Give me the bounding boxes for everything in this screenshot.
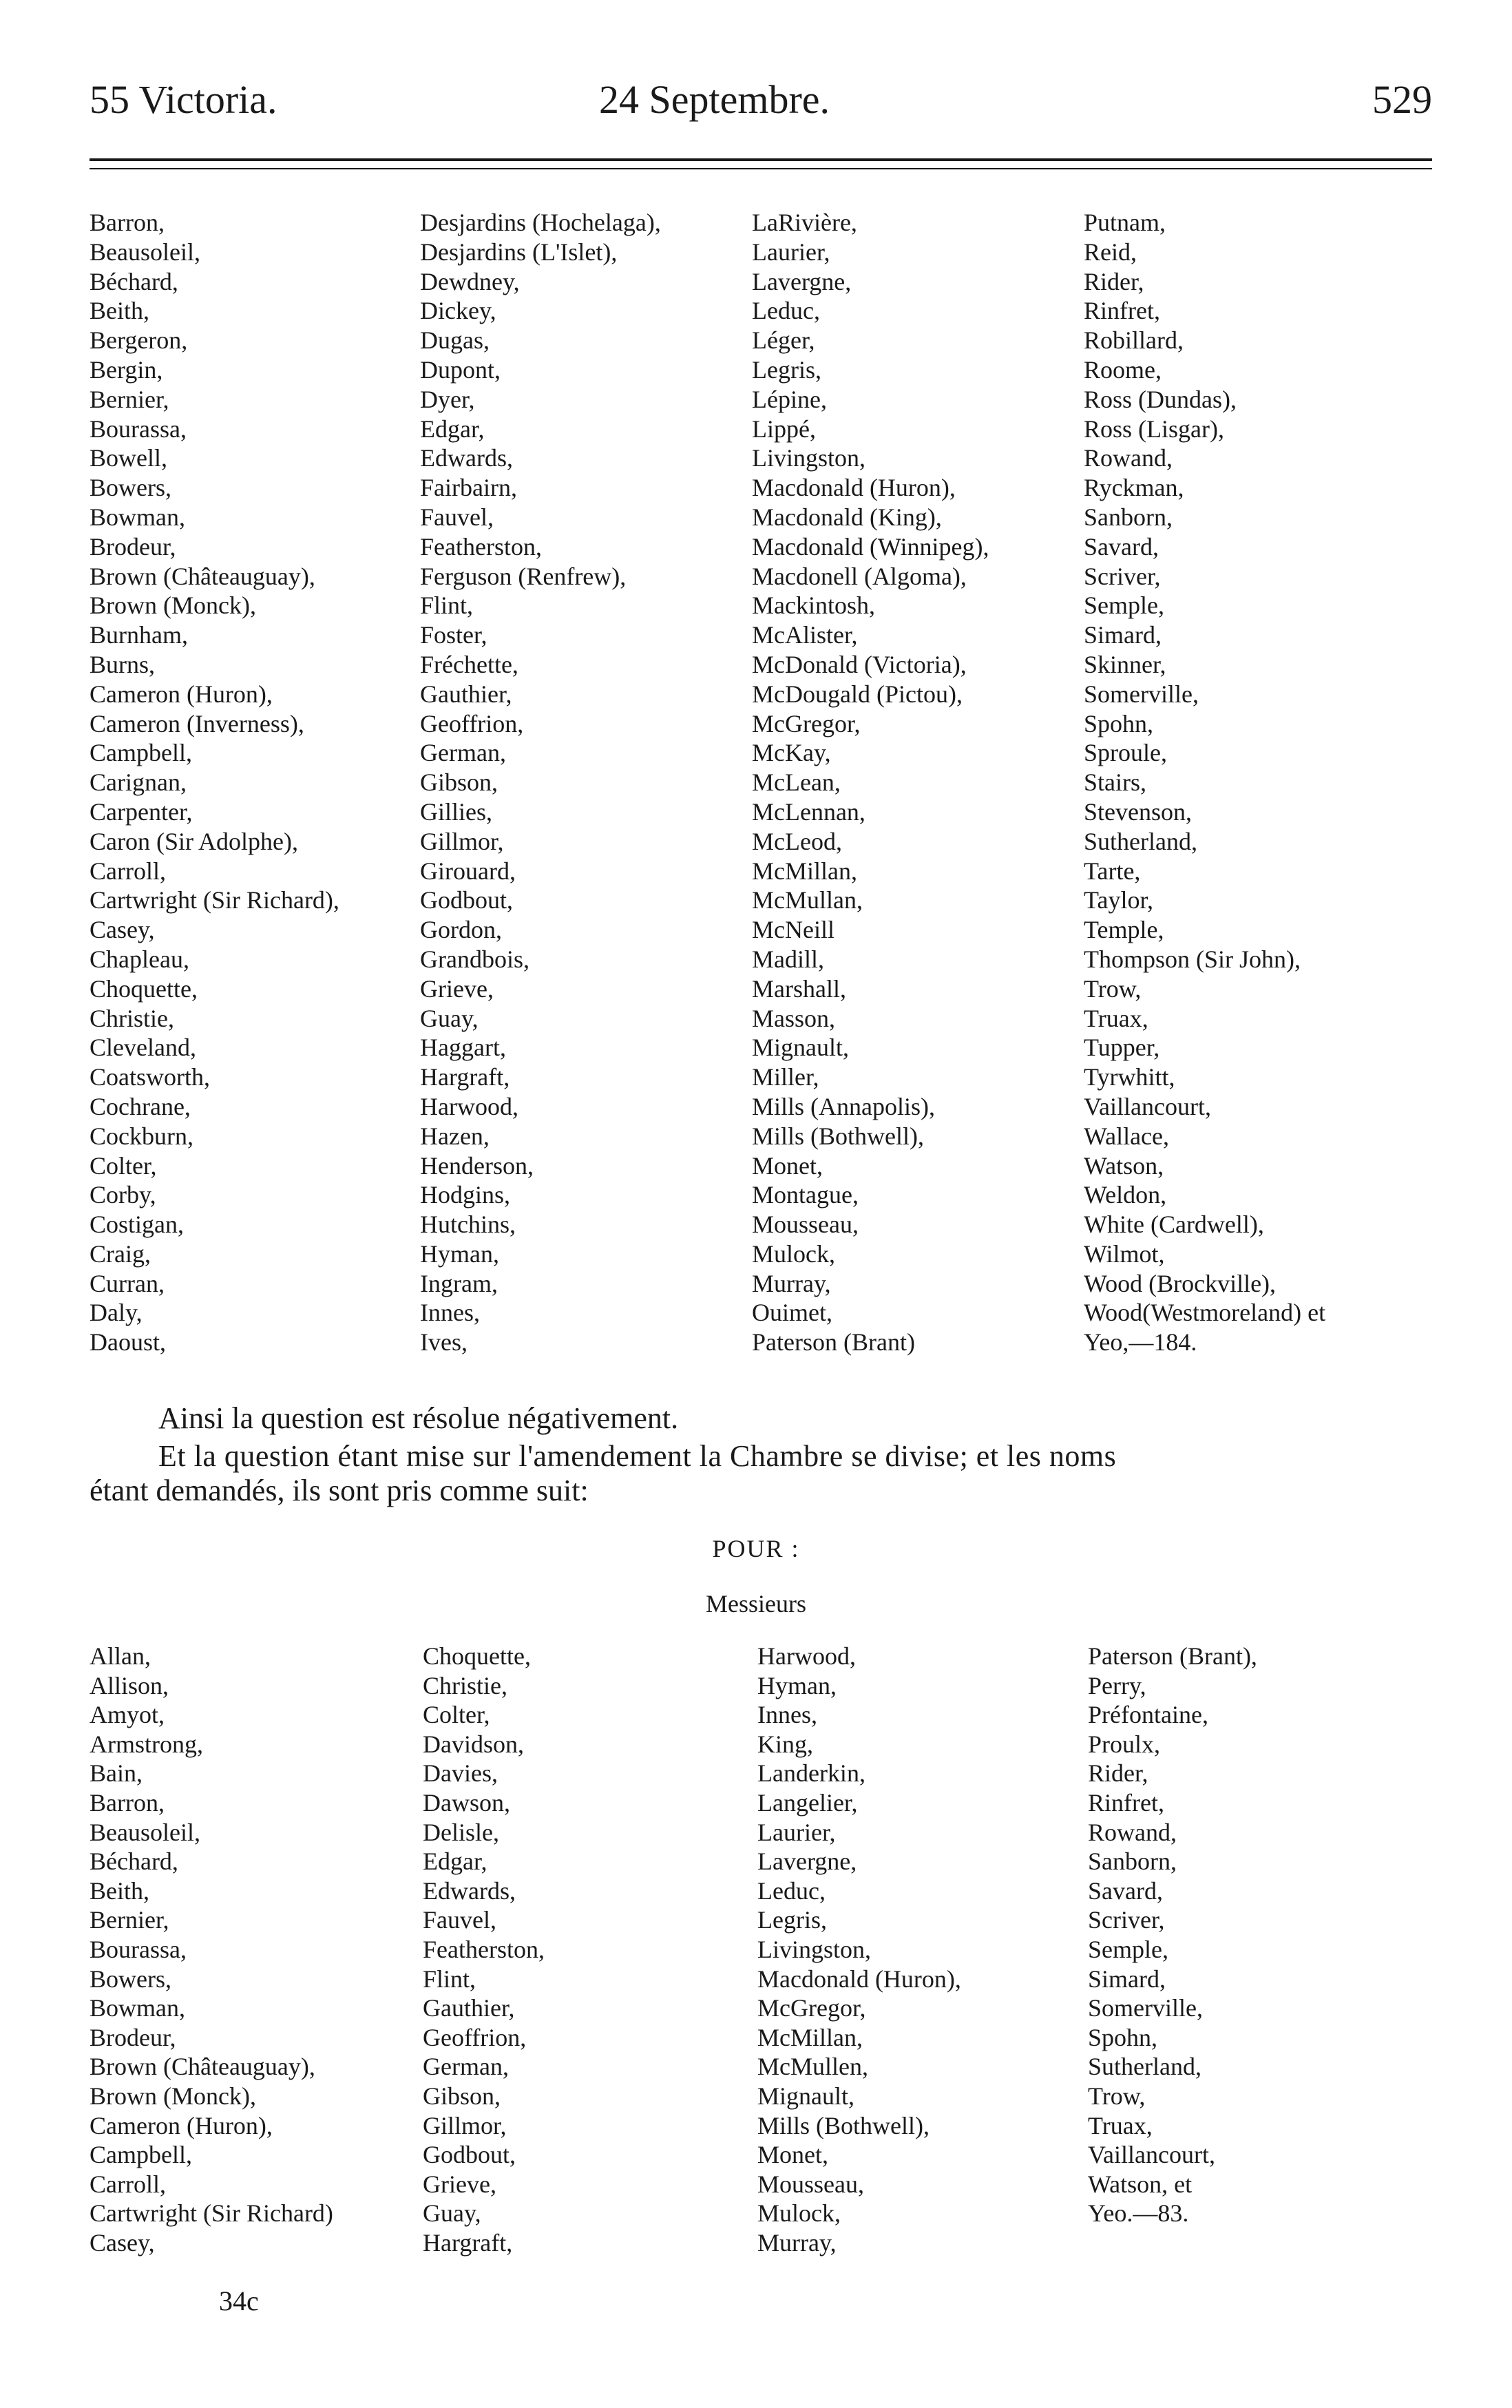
- name-entry: Grieve,: [420, 974, 494, 1003]
- name-entry: Mills (Bothwell),: [752, 1122, 924, 1150]
- name-entry: Godbout,: [423, 2141, 516, 2169]
- name-entry: Davies,: [423, 1759, 498, 1788]
- header-date: 24 Septembre.: [599, 77, 830, 122]
- messieurs-heading: Messieurs: [706, 1590, 806, 1617]
- name-entry: Dewdney,: [420, 267, 520, 295]
- name-entry: Craig,: [90, 1239, 151, 1268]
- name-column-2: [420, 208, 661, 1357]
- name-entry: Edwards,: [423, 1876, 516, 1905]
- name-column-1: [90, 208, 339, 1357]
- name-entry: Lippé,: [752, 415, 816, 443]
- name-entry: Laurier,: [752, 238, 830, 266]
- name-entry: Brown (Châteauguay),: [90, 2053, 315, 2081]
- name-entry: Rider,: [1084, 267, 1144, 295]
- name-entry: Gillmor,: [420, 827, 504, 855]
- name-entry: Brodeur,: [90, 532, 176, 561]
- name-entry: Watson, et: [1088, 2170, 1193, 2198]
- name-entry: Hyman,: [757, 1671, 837, 1699]
- name-entry: Beausoleil,: [90, 1818, 200, 1846]
- name-entry: Carignan,: [90, 768, 187, 797]
- name-entry: Mills (Annapolis),: [752, 1092, 935, 1120]
- name-column-2: [423, 1642, 545, 2257]
- name-entry: German,: [423, 2053, 509, 2081]
- name-entry: Sproule,: [1084, 739, 1167, 767]
- name-entry: Hargraft,: [423, 2228, 513, 2257]
- name-entry: Landerkin,: [757, 1759, 865, 1788]
- name-entry: Coatsworth,: [90, 1063, 210, 1091]
- name-entry: Bowman,: [90, 503, 185, 531]
- name-entry: Semple,: [1084, 591, 1164, 620]
- name-entry: Fairbairn,: [420, 474, 517, 502]
- name-entry: Christie,: [90, 1004, 174, 1032]
- name-entry: Dyer,: [420, 385, 475, 413]
- name-entry: Geoffrion,: [423, 2023, 527, 2051]
- name-entry: Bowman,: [90, 1994, 185, 2022]
- name-entry: Delisle,: [423, 1818, 499, 1846]
- name-column-4: [1088, 1642, 1257, 2228]
- name-entry: Armstrong,: [90, 1730, 203, 1758]
- name-entry: Edwards,: [420, 444, 513, 472]
- name-entry: Skinner,: [1084, 650, 1166, 678]
- name-entry: McLeod,: [752, 827, 842, 855]
- name-entry: Innes,: [420, 1299, 480, 1327]
- name-entry: Langelier,: [757, 1788, 858, 1817]
- name-entry: Macdonell (Algoma),: [752, 562, 967, 590]
- name-entry: Bowers,: [90, 1965, 171, 1993]
- name-entry: Bergin,: [90, 355, 163, 384]
- name-entry: McNeill: [752, 916, 834, 944]
- name-entry: Bernier,: [90, 385, 169, 413]
- name-entry: Leduc,: [752, 297, 820, 325]
- name-entry: Livingston,: [757, 1935, 872, 1963]
- name-entry: Bernier,: [90, 1906, 169, 1934]
- name-entry: Brodeur,: [90, 2023, 176, 2051]
- name-entry: Colter,: [423, 1701, 490, 1729]
- name-column-3: [757, 1642, 961, 2257]
- name-entry: LaRivière,: [752, 209, 857, 236]
- name-entry: Montague,: [752, 1181, 859, 1209]
- name-entry: Innes,: [757, 1701, 817, 1729]
- name-entry: Flint,: [423, 1965, 476, 1993]
- name-entry: Desjardins (Hochelaga),: [420, 209, 661, 236]
- name-entry: Stairs,: [1084, 768, 1147, 797]
- name-entry: Guay,: [420, 1004, 479, 1032]
- name-entry: Simard,: [1088, 1965, 1166, 1993]
- name-entry: Roome,: [1084, 355, 1162, 384]
- name-entry: Corby,: [90, 1181, 156, 1209]
- name-entry: Grieve,: [423, 2170, 496, 2198]
- name-entry: Hazen,: [420, 1122, 490, 1150]
- name-entry: Ouimet,: [752, 1299, 832, 1327]
- name-entry: Sutherland,: [1084, 827, 1197, 855]
- name-entry: Gauthier,: [420, 680, 512, 708]
- name-entry: Cartwright (Sir Richard): [90, 2199, 333, 2228]
- name-entry: Beausoleil,: [90, 238, 200, 266]
- name-entry: Hargraft,: [420, 1063, 510, 1091]
- name-entry: Lavergne,: [757, 1847, 857, 1876]
- name-entry: Gillies,: [420, 797, 492, 826]
- name-entry: Ives,: [420, 1328, 468, 1357]
- name-entry: McMullan,: [752, 886, 863, 914]
- name-entry: Fauvel,: [420, 503, 494, 531]
- name-entry: Ross (Lisgar),: [1084, 415, 1224, 443]
- name-entry: Amyot,: [90, 1701, 165, 1729]
- name-entry: Bowers,: [90, 474, 171, 502]
- name-entry: Henderson,: [420, 1151, 534, 1180]
- name-entry: Burnham,: [90, 621, 188, 649]
- name-entry: Tupper,: [1084, 1034, 1160, 1062]
- name-entry: Monet,: [752, 1151, 823, 1180]
- name-entry: German,: [420, 739, 506, 767]
- name-entry: Macdonald (Huron),: [752, 474, 956, 502]
- name-entry: Cleveland,: [90, 1034, 196, 1062]
- division-paragraph-line2: étant demandés, ils sont pris comme suit:: [90, 1474, 589, 1507]
- name-entry: Daly,: [90, 1299, 143, 1327]
- name-entry: McDougald (Pictou),: [752, 680, 963, 708]
- name-entry: McGregor,: [757, 1994, 866, 2022]
- header-session: 55 Victoria.: [90, 77, 277, 122]
- name-entry: Mignault,: [752, 1034, 849, 1062]
- name-entry: Caron (Sir Adolphe),: [90, 827, 298, 855]
- name-entry: Chapleau,: [90, 945, 189, 973]
- name-entry: McDonald (Victoria),: [752, 650, 967, 678]
- name-entry: White (Cardwell),: [1084, 1211, 1264, 1239]
- name-entry: King,: [757, 1730, 813, 1758]
- name-entry: Davidson,: [423, 1730, 524, 1758]
- name-entry: Wood (Brockville),: [1084, 1269, 1277, 1297]
- name-entry: Savard,: [1088, 1876, 1163, 1905]
- name-entry: McAlister,: [752, 621, 858, 649]
- name-entry: Hutchins,: [420, 1211, 516, 1239]
- name-entry: Mousseau,: [752, 1211, 859, 1239]
- name-entry: Harwood,: [757, 1642, 856, 1670]
- name-entry: Somerville,: [1084, 680, 1199, 708]
- name-entry: Béchard,: [90, 267, 178, 295]
- name-entry: Tyrwhitt,: [1084, 1063, 1175, 1091]
- name-entry: Dupont,: [420, 355, 501, 384]
- name-entry: Legris,: [752, 355, 821, 384]
- name-column-1: [90, 1642, 333, 2257]
- name-entry: Marshall,: [752, 974, 846, 1003]
- name-entry: Thompson (Sir John),: [1084, 945, 1301, 973]
- name-entry: Scriver,: [1084, 562, 1161, 590]
- name-entry: Bergeron,: [90, 326, 188, 355]
- name-entry: Paterson (Brant): [752, 1328, 915, 1357]
- header-rule-thick: [90, 158, 1432, 161]
- name-entry: Campbell,: [90, 739, 192, 767]
- name-entry: Geoffrion,: [420, 709, 524, 737]
- name-entry: Harwood,: [420, 1092, 518, 1120]
- signature-mark: 34c: [219, 2285, 259, 2316]
- name-entry: Vaillancourt,: [1084, 1092, 1211, 1120]
- name-entry: Gibson,: [423, 2082, 501, 2110]
- name-entry: McLennan,: [752, 797, 865, 826]
- name-entry: Macdonald (King),: [752, 503, 942, 531]
- name-entry: Perry,: [1088, 1671, 1146, 1699]
- name-entry: Guay,: [423, 2199, 481, 2228]
- name-entry: Mignault,: [757, 2082, 854, 2110]
- name-entry: Carroll,: [90, 2170, 166, 2198]
- name-entry: Vaillancourt,: [1088, 2141, 1215, 2169]
- name-entry: Barron,: [90, 1788, 165, 1817]
- name-entry: Carroll,: [90, 857, 166, 885]
- name-entry: Costigan,: [90, 1211, 185, 1239]
- name-entry: Beith,: [90, 297, 149, 325]
- name-entry: Choquette,: [423, 1642, 531, 1670]
- name-entry: Curran,: [90, 1269, 165, 1297]
- name-entry: Bourassa,: [90, 415, 187, 443]
- name-entry: Lépine,: [752, 385, 827, 413]
- name-entry: McGregor,: [752, 709, 861, 737]
- name-entry: Grandbois,: [420, 945, 529, 973]
- name-column-4: [1084, 208, 1325, 1357]
- name-entry: Fauvel,: [423, 1906, 496, 1934]
- name-entry: Gordon,: [420, 916, 502, 944]
- name-column-3: [752, 208, 989, 1357]
- header-rule-thin: [90, 168, 1432, 169]
- name-entry: Bowell,: [90, 444, 167, 472]
- name-entry: Putnam,: [1084, 209, 1166, 236]
- name-entry: Savard,: [1084, 532, 1159, 561]
- name-entry: Cameron (Huron),: [90, 2111, 273, 2139]
- name-entry: Leduc,: [757, 1876, 826, 1905]
- name-entry: Spohn,: [1084, 709, 1154, 737]
- name-entry: Béchard,: [90, 1847, 178, 1876]
- name-entry: Tarte,: [1084, 857, 1141, 885]
- name-entry: Mousseau,: [757, 2170, 864, 2198]
- name-entry: Macdonald (Winnipeg),: [752, 532, 989, 561]
- name-entry: Ryckman,: [1084, 474, 1184, 502]
- name-entry: Rowand,: [1088, 1818, 1177, 1846]
- name-entry: Casey,: [90, 916, 155, 944]
- name-entry: Scriver,: [1088, 1906, 1165, 1934]
- name-entry: Simard,: [1084, 621, 1162, 649]
- name-entry: Choquette,: [90, 974, 198, 1003]
- name-entry: Ingram,: [420, 1269, 498, 1297]
- name-entry: Sanborn,: [1088, 1847, 1177, 1876]
- name-entry: Flint,: [420, 591, 474, 620]
- name-entry: Watson,: [1084, 1151, 1164, 1180]
- name-entry: Colter,: [90, 1151, 157, 1180]
- name-entry: Carpenter,: [90, 797, 193, 826]
- name-entry: Allan,: [90, 1642, 151, 1670]
- name-entry: Haggart,: [420, 1034, 506, 1062]
- name-entry: Trow,: [1084, 974, 1142, 1003]
- name-entry: Murray,: [752, 1269, 831, 1297]
- name-entry: Trow,: [1088, 2082, 1146, 2110]
- name-entry: Yeo,—184.: [1084, 1328, 1197, 1357]
- name-entry: McLean,: [752, 768, 841, 797]
- name-entry: Sanborn,: [1084, 503, 1173, 531]
- name-entry: Christie,: [423, 1671, 507, 1699]
- name-entry: McKay,: [752, 739, 831, 767]
- name-entry: McMillan,: [757, 2023, 863, 2051]
- name-entry: Bourassa,: [90, 1935, 187, 1963]
- name-entry: Mulock,: [752, 1239, 835, 1268]
- name-entry: Dugas,: [420, 326, 490, 355]
- name-entry: Wood(Westmoreland) et: [1084, 1299, 1326, 1327]
- name-entry: Gibson,: [420, 768, 498, 797]
- name-entry: Fréchette,: [420, 650, 518, 678]
- name-entry: Stevenson,: [1084, 797, 1192, 826]
- name-entry: Murray,: [757, 2228, 837, 2257]
- name-entry: Wilmot,: [1084, 1239, 1165, 1268]
- name-entry: Weldon,: [1084, 1181, 1167, 1209]
- name-entry: Brown (Monck),: [90, 2082, 256, 2110]
- name-entry: Hodgins,: [420, 1181, 511, 1209]
- name-entry: Cockburn,: [90, 1122, 193, 1150]
- name-entry: Casey,: [90, 2228, 155, 2257]
- result-paragraph: Ainsi la question est résolue négativement.: [158, 1401, 679, 1435]
- name-entry: Bain,: [90, 1759, 143, 1788]
- name-entry: Livingston,: [752, 444, 866, 472]
- name-entry: Desjardins (L'Islet),: [420, 238, 618, 266]
- pour-heading: POUR :: [712, 1535, 800, 1562]
- name-entry: Ross (Dundas),: [1084, 385, 1237, 413]
- name-entry: Cameron (Inverness),: [90, 709, 304, 737]
- name-entry: Rider,: [1088, 1759, 1148, 1788]
- name-entry: Miller,: [752, 1063, 819, 1091]
- name-entry: Gauthier,: [423, 1994, 515, 2022]
- name-entry: Gillmor,: [423, 2111, 507, 2139]
- name-entry: Edgar,: [420, 415, 485, 443]
- name-entry: Mills (Bothwell),: [757, 2111, 930, 2139]
- name-entry: Madill,: [752, 945, 824, 973]
- name-entry: Macdonald (Huron),: [757, 1965, 961, 1993]
- name-entry: Yeo.—83.: [1088, 2199, 1189, 2228]
- page-header: [90, 69, 1432, 131]
- name-entry: Cartwright (Sir Richard),: [90, 886, 339, 914]
- name-entry: Paterson (Brant),: [1088, 1642, 1257, 1670]
- name-entry: Godbout,: [420, 886, 513, 914]
- name-entry: Brown (Monck),: [90, 591, 256, 620]
- name-entry: Brown (Châteauguay),: [90, 562, 315, 590]
- name-entry: Spohn,: [1088, 2023, 1158, 2051]
- name-entry: Beith,: [90, 1876, 149, 1905]
- name-entry: Reid,: [1084, 238, 1137, 266]
- name-entry: Allison,: [90, 1671, 169, 1699]
- name-entry: Legris,: [757, 1906, 827, 1934]
- name-entry: Wallace,: [1084, 1122, 1170, 1150]
- name-entry: Laurier,: [757, 1818, 836, 1846]
- name-entry: Truax,: [1084, 1004, 1148, 1032]
- name-entry: Rinfret,: [1084, 297, 1160, 325]
- name-entry: Mackintosh,: [752, 591, 875, 620]
- name-entry: Featherston,: [420, 532, 542, 561]
- name-entry: Dickey,: [420, 297, 496, 325]
- name-entry: Girouard,: [420, 857, 516, 885]
- name-entry: Truax,: [1088, 2111, 1153, 2139]
- name-entry: McMillan,: [752, 857, 857, 885]
- name-entry: Ferguson (Renfrew),: [420, 562, 627, 590]
- name-entry: Semple,: [1088, 1935, 1168, 1963]
- name-entry: Somerville,: [1088, 1994, 1203, 2022]
- name-entry: Cameron (Huron),: [90, 680, 273, 708]
- name-entry: McMullen,: [757, 2053, 868, 2081]
- division-paragraph-line1: Et la question étant mise sur l'amendement la Chambre se divise; et les noms: [158, 1439, 1117, 1473]
- name-entry: Featherston,: [423, 1935, 545, 1963]
- name-entry: Masson,: [752, 1004, 836, 1032]
- name-entry: Dawson,: [423, 1788, 510, 1817]
- name-entry: Préfontaine,: [1088, 1701, 1208, 1729]
- name-entry: Edgar,: [423, 1847, 487, 1876]
- page-number: 529: [1372, 77, 1432, 122]
- name-entry: Barron,: [90, 209, 165, 236]
- name-entry: Taylor,: [1084, 886, 1154, 914]
- name-entry: Lavergne,: [752, 267, 852, 295]
- name-entry: Daoust,: [90, 1328, 166, 1357]
- name-entry: Rowand,: [1084, 444, 1173, 472]
- name-entry: Robillard,: [1084, 326, 1184, 355]
- name-entry: Sutherland,: [1088, 2053, 1201, 2081]
- name-entry: Temple,: [1084, 916, 1164, 944]
- name-entry: Léger,: [752, 326, 815, 355]
- name-entry: Proulx,: [1088, 1730, 1161, 1758]
- name-entry: Mulock,: [757, 2199, 841, 2228]
- name-entry: Burns,: [90, 650, 156, 678]
- name-entry: Cochrane,: [90, 1092, 191, 1120]
- name-entry: Foster,: [420, 621, 487, 649]
- name-entry: Campbell,: [90, 2141, 192, 2169]
- name-entry: Hyman,: [420, 1239, 499, 1268]
- name-entry: Monet,: [757, 2141, 828, 2169]
- name-entry: Rinfret,: [1088, 1788, 1164, 1817]
